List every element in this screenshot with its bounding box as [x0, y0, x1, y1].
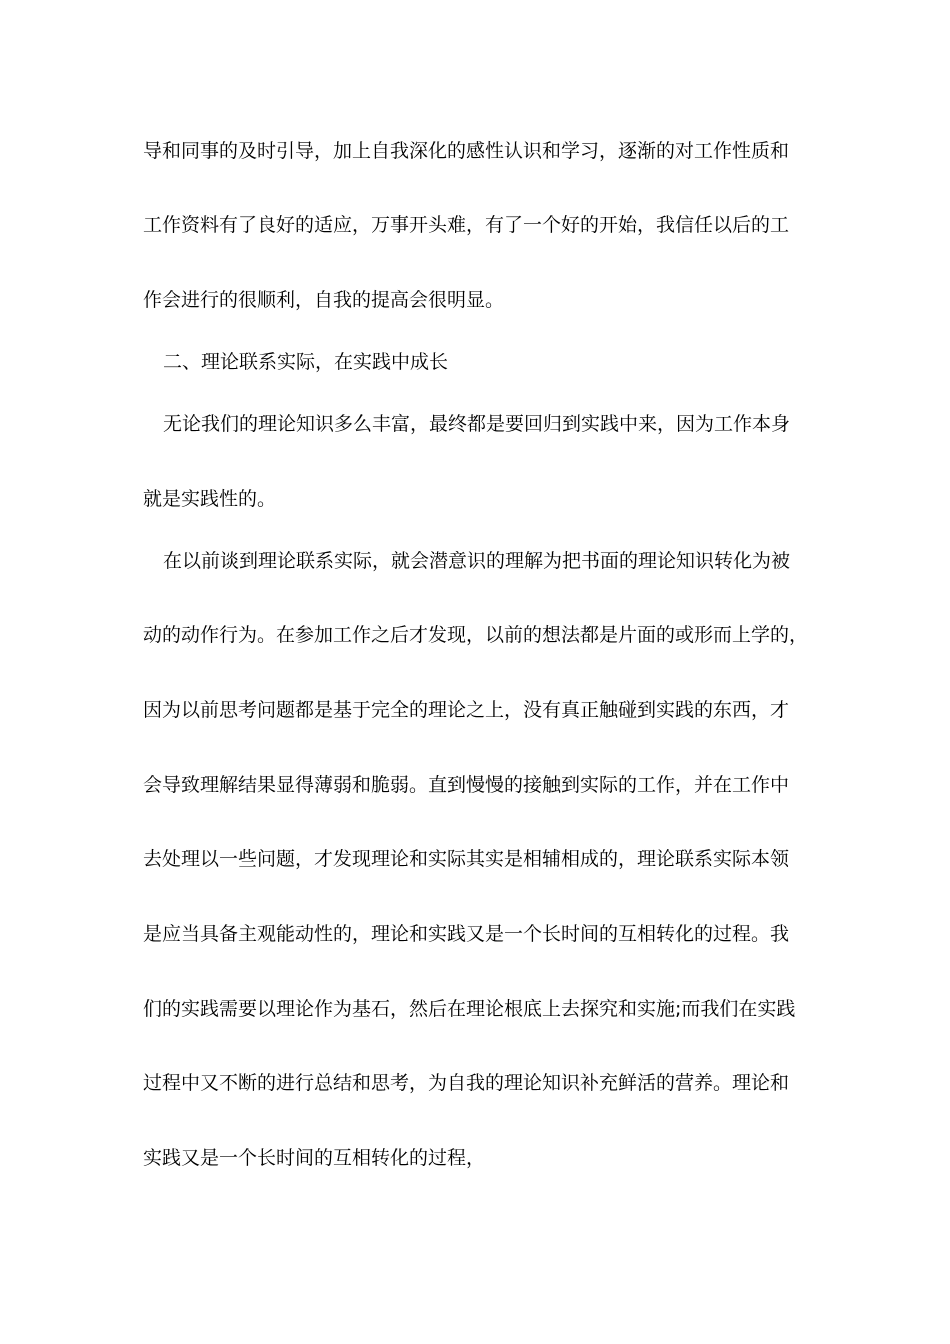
- paragraph-line: 是应当具备主观能动性的，理论和实践又是一个长时间的互相转化的过程。我: [143, 923, 790, 945]
- paragraph-line: 工作资料有了良好的适应，万事开头难，有了一个好的开始，我信任以后的工: [143, 214, 790, 236]
- paragraph-line: 导和同事的及时引导，加上自我深化的感性认识和学习，逐渐的对工作性质和: [143, 140, 790, 162]
- paragraph-line: 实践又是一个长时间的互相转化的过程，: [143, 1147, 486, 1169]
- paragraph-line: 去处理以一些问题，才发现理论和实际其实是相辅相成的，理论联系实际本领: [143, 848, 790, 870]
- paragraph-line: 动的动作行为。在参加工作之后才发现，以前的想法都是片面的或形而上学的，: [143, 624, 809, 646]
- paragraph-line: 会导致理解结果显得薄弱和脆弱。直到慢慢的接触到实际的工作，并在工作中: [143, 774, 790, 796]
- paragraph-line: 就是实践性的。: [143, 488, 277, 510]
- paragraph-line: 过程中又不断的进行总结和思考，为自我的理论知识补充鲜活的营养。理论和: [143, 1072, 790, 1094]
- paragraph-line: 因为以前思考问题都是基于完全的理论之上，没有真正触碰到实践的东西，才: [143, 699, 790, 721]
- paragraph-line: 们的实践需要以理论作为基石，然后在理论根底上去探究和实施;而我们在实践: [143, 998, 796, 1020]
- section-heading: 二、理论联系实际，在实践中成长: [163, 351, 449, 373]
- paragraph-line: 作会进行的很顺利，自我的提高会很明显。: [143, 289, 505, 311]
- paragraph-line: 无论我们的理论知识多么丰富，最终都是要回归到实践中来，因为工作本身: [163, 413, 791, 435]
- paragraph-line: 在以前谈到理论联系实际，就会潜意识的理解为把书面的理论知识转化为被: [163, 550, 791, 572]
